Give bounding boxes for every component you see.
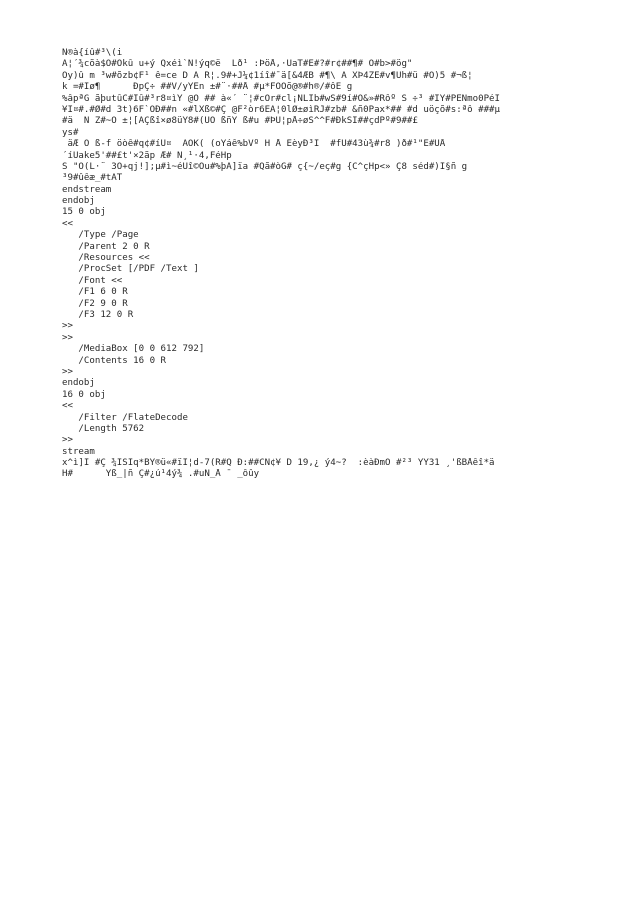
text-line: k =#Ïø¶ ÐpÇ÷ ##V/yÝÈn ±#¨·##Å #µ*FÖÖõ@®#h®/#ôÊ g xyxy=(62,82,353,93)
endobj-keyword: endobj xyxy=(62,196,95,207)
text-line: äÆ Ò ß-f öòê#q¢#íÛ¤ ÁÓK( (oÝáê%bVº H Å ÊèyÐ³I #fÜ#43ù¾#r8 )ð#¹"Ë#ÜÅ xyxy=(62,139,446,150)
text-line: ³9#ûêæ_#tÄT xyxy=(62,173,123,184)
text-line: %âpªG ãþutûC#Ïû#³r8¤ìY @Ö ## à«´ ¨¦#cÔr#cl¡NLÏb#wS#9í#Ö&»#Rôº S ÷³ #ÎY#PÉÑmo0PéÎ xyxy=(62,93,500,104)
dict-close: >> xyxy=(62,321,73,332)
dict-close: >> xyxy=(62,435,73,446)
dict-entry-f2: /F2 9 0 R xyxy=(62,298,128,309)
dict-entry-contents: /Contents 16 0 R xyxy=(62,355,167,366)
text-line: Õy)û m ³w#õzb¢F¹ ê=ce D Ä R¦.9#+J¼¢1íî#¯ä[&4ÆB #¶\ Ä XÞ4ZÉ#v¶Üh#ü #Ö)5 #¬ß¦ xyxy=(62,70,473,81)
dict-entry-f1: /F1 6 0 R xyxy=(62,287,128,298)
endstream-keyword: endstream xyxy=(62,184,112,195)
text-line: Ñ®à{íû#³\(i xyxy=(62,48,123,58)
dict-open: << xyxy=(62,401,73,412)
text-line: #ä N Z#~Õ ±¦[ÃÇßî×ø8üÝ8#(ÜÖ ßñÝ ß#u #ÞÜ¦pÅ÷øS^^F#ÐkSÏ##çdPº#9##£ xyxy=(62,116,418,127)
dict-entry-parent: /Parent 2 0 R xyxy=(62,241,150,252)
object-header: 16 0 obj xyxy=(62,389,106,400)
dict-close: >> xyxy=(62,366,73,377)
endobj-keyword: endobj xyxy=(62,378,95,389)
text-line: ¥Ï¤#.#Ø#d 3t)6F`ÒÐ##n «#lXß©#Ç @F²òr6ÉÂ¦0lØ±øìRJ#zb# &ñ0Pax*## #d uöçõ#s:ªô ###µ xyxy=(62,104,500,115)
text-line: H# Yß_|ñ Ç#¿ú¹4ý¾ .#uÑ_Å ¯ _ôûy xyxy=(62,469,260,480)
text-line: ys# xyxy=(62,127,79,138)
object-header: 15 0 obj xyxy=(62,207,106,218)
dict-entry-length: /Length 5762 xyxy=(62,423,145,434)
text-line: S "Ô(L·¨ 3Ò+qj!];µ#ì~éUî©Ôu#%þÄ]ïa #Qã#òG# ç{~/eç#g {C^çHp<» Ç8 séd#)I§ñ g xyxy=(62,161,468,172)
dict-entry-resources: /Resources << xyxy=(62,253,150,264)
dict-entry-filter: /Filter /FlateDecode xyxy=(62,412,188,423)
text-line: ´íUake5'##£t'×2ãp Æ# Ñ¸¹·4,FéHp xyxy=(62,150,232,161)
dict-entry-font: /Font << xyxy=(62,275,123,286)
dict-close: >> xyxy=(62,332,73,343)
dict-entry-type: /Type /Page xyxy=(62,230,139,241)
text-line: Ä¦´¾cõà$Ö#Ökû u+ý Qxéì`N!ýq©ë Lð¹ :ÞöÅ,·ÜaT#Ê#?#r¢##¶# Ó#b>#ög" xyxy=(62,59,413,70)
dict-open: << xyxy=(62,218,73,229)
pdf-source-text xyxy=(62,48,582,481)
dict-entry-f3: /F3 12 0 R xyxy=(62,309,134,320)
dict-entry-mediabox: /MediaBox [0 0 612 792] xyxy=(62,344,205,355)
dict-entry-procset: /ProcSet [/PDF /Text ] xyxy=(62,264,199,275)
stream-keyword: stream xyxy=(62,446,95,457)
text-line: x^ì]Ï #Ç ¾ÏSÍq*BÝ®ü«#ïI¦d-7(R#Q Ð:##CÑ¢¥ D 19,¿ ý4~? :èàÐmO #²³ YÝ31 ¸'ßBÅêî*ä xyxy=(62,458,495,469)
